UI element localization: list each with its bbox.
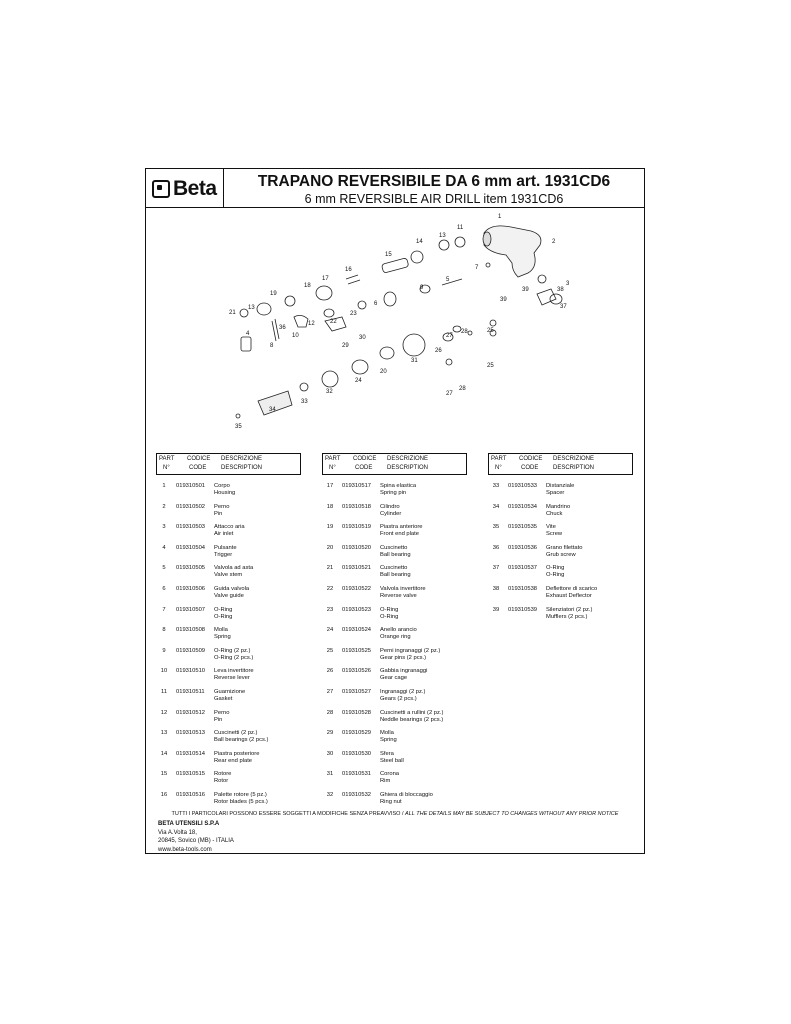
description-it: Cuscinetto: [380, 544, 408, 551]
part-number: 19: [326, 524, 334, 531]
description-en: Trigger: [214, 551, 233, 558]
table-row: [488, 504, 633, 525]
change-notice: [146, 811, 644, 817]
description-it: Silenziatori (2 pz.): [546, 606, 593, 613]
part-number: 22: [326, 585, 334, 592]
description-it: Cuscinetti a rullini (2 pz.): [380, 709, 444, 716]
exploded-view-drawing: [146, 209, 644, 455]
callout-2: 2: [552, 239, 556, 245]
header-desc-it: DESCRIZIONE: [553, 456, 595, 462]
description-en: Spring pin: [380, 490, 407, 496]
part-number: 21: [326, 565, 334, 572]
header-code-en: CODE: [355, 465, 373, 471]
part-number: 28: [326, 709, 334, 716]
parts-column-3: [488, 453, 633, 620]
table-row: [322, 545, 467, 566]
header-desc-it: DESCRIZIONE: [387, 456, 429, 462]
table-row: [156, 668, 301, 689]
header-code-it: CODICE: [187, 456, 211, 462]
callout-25a: 25: [487, 328, 494, 334]
description-it: Corpo: [214, 483, 230, 489]
description-en: Neddle bearings (2 pcs.): [380, 716, 444, 723]
part-number: 1: [162, 483, 166, 489]
part-number: 36: [492, 544, 500, 551]
callout-21: 21: [229, 310, 236, 316]
table-row: [322, 627, 467, 648]
table-row: [488, 607, 633, 628]
part-code: 019310510: [176, 668, 206, 675]
table-row: [488, 565, 633, 586]
parts-column-2: [322, 453, 467, 805]
description-it: Distanziale: [546, 483, 575, 489]
header-code-en: CODE: [189, 465, 207, 471]
description-en: Gear pins (2 pcs.): [380, 654, 427, 661]
part-number: 12: [160, 709, 168, 716]
description-it: O-Ring (2 pz.): [214, 647, 251, 654]
header-desc-en: DESCRIPTION: [553, 465, 595, 471]
parts-rows: [156, 483, 301, 813]
description-it: Cilindro: [380, 503, 400, 510]
table-row: [156, 771, 301, 792]
description-en: Steel ball: [380, 757, 404, 764]
part-number: 17: [326, 483, 334, 489]
description-it: Guida valvola: [214, 585, 250, 592]
part-code: 019310526: [342, 668, 372, 675]
description-en: Reverse lever: [214, 675, 250, 682]
callout-34: 34: [269, 407, 276, 413]
table-row: [322, 565, 467, 586]
header-part: PART: [491, 456, 507, 462]
company-name: BETA UTENSILI S.P.A: [158, 821, 220, 827]
part-number: 27: [326, 688, 334, 695]
parts-rows: [322, 483, 467, 813]
table-row: [322, 648, 467, 669]
description-it: Perno: [214, 709, 230, 716]
part-code: 019310516: [176, 791, 206, 798]
part-number: 11: [160, 688, 168, 695]
description-en: Screw: [546, 531, 563, 538]
page-title: TRAPANO REVERSIBILE DA 6 mm art. 1931CD6: [257, 173, 611, 190]
callout-16: 16: [345, 267, 352, 273]
part-code: 019310525: [342, 647, 372, 654]
callout-17: 17: [322, 276, 329, 282]
description-en: Gears (2 pcs.): [380, 695, 417, 702]
table-row: [156, 792, 301, 813]
part-code: 019310513: [176, 730, 206, 737]
part-code: 019310514: [176, 750, 206, 757]
part-code: 019310524: [342, 627, 372, 634]
table-row: [156, 627, 301, 648]
callout-14: 14: [416, 239, 423, 245]
part-code: 019310527: [342, 688, 372, 695]
callout-38: 38: [557, 287, 564, 293]
table-row: [156, 483, 301, 504]
part-number: 33: [492, 483, 500, 489]
part-number: 23: [326, 606, 334, 613]
callout-18: 18: [304, 283, 311, 289]
part-number: 35: [492, 524, 500, 531]
table-row: [322, 586, 467, 607]
part-code: 019310509: [176, 647, 206, 654]
description-it: Sfera: [380, 750, 394, 757]
table-row: [322, 710, 467, 731]
part-code: 019310529: [342, 730, 372, 737]
header-desc-it: DESCRIZIONE: [221, 456, 263, 462]
table-row: [322, 483, 467, 504]
description-it: Molla: [380, 730, 394, 737]
description-it: Gabbia ingranaggi: [380, 668, 428, 675]
part-code: 019310515: [176, 771, 206, 778]
header-code-it: CODICE: [519, 456, 543, 462]
description-en: Ball bearing: [380, 572, 411, 579]
callout-12: 12: [308, 321, 315, 327]
description-en: Spring: [214, 634, 231, 641]
description-it: Pulsante: [214, 544, 237, 551]
callout-19: 19: [270, 291, 277, 297]
part-number: 29: [326, 730, 334, 737]
header-no: N°: [163, 465, 170, 471]
part-code: 019310531: [342, 771, 372, 778]
description-en: Air inlet: [214, 531, 234, 538]
part-code: 019310504: [176, 544, 206, 551]
description-it: Palette rotore (5 pz.): [214, 791, 267, 798]
description-en: Cylinder: [380, 510, 402, 517]
callout-39b: 39: [500, 297, 507, 303]
company-address: [158, 820, 234, 854]
beta-logo: [152, 177, 217, 201]
part-number: 5: [162, 565, 166, 572]
description-en: Pin: [214, 716, 223, 723]
table-row: [156, 648, 301, 669]
table-row: [488, 545, 633, 566]
callout-27b: 27: [446, 391, 453, 397]
description-en: Grub screw: [546, 551, 576, 558]
table-row: [156, 730, 301, 751]
header-desc-en: DESCRIPTION: [387, 465, 429, 471]
part-code: 019310518: [342, 503, 372, 510]
description-en: O-Ring (2 pcs.): [214, 654, 254, 661]
beta-logo-icon: [152, 180, 170, 198]
header-no: N°: [329, 465, 336, 471]
table-row: [156, 565, 301, 586]
part-number: 18: [326, 503, 334, 510]
part-code: 019310535: [508, 524, 538, 531]
description-en: Pin: [214, 510, 223, 517]
table-row: [156, 586, 301, 607]
part-code: 019310528: [342, 709, 372, 716]
part-code: 019310534: [508, 503, 538, 510]
callout-26: 26: [435, 348, 442, 354]
description-en: Ball bearing: [380, 551, 411, 558]
part-number: 16: [160, 791, 168, 798]
description-it: Guarnizione: [214, 688, 246, 695]
description-en: Rotor: [214, 778, 229, 785]
header-part: PART: [159, 456, 175, 462]
description-en: O-Ring: [380, 613, 399, 620]
parts-sheet: [145, 168, 645, 854]
part-number: 2: [162, 503, 166, 510]
table-header: [322, 453, 467, 475]
callout-22: 22: [330, 319, 337, 325]
description-it: Mandrino: [546, 503, 571, 510]
callout-29: 29: [342, 343, 349, 349]
part-code: 019310508: [176, 627, 206, 634]
description-en: Rear end plate: [214, 757, 253, 764]
header-code-it: CODICE: [353, 456, 377, 462]
address-line-2: 20845, Sovico (MB) - ITALIA: [158, 838, 234, 844]
description-en: Housing: [214, 490, 236, 496]
callout-25b: 25: [487, 363, 494, 369]
description-it: Deflettore di scarico: [546, 585, 598, 592]
table-row: [322, 771, 467, 792]
callout-31: 31: [411, 358, 418, 364]
description-en: Reverse valve: [380, 592, 417, 599]
header-code-en: CODE: [521, 465, 539, 471]
website-link[interactable]: www.beta-tools.com: [158, 846, 212, 853]
part-number: 25: [326, 647, 334, 654]
description-en: Gear cage: [380, 675, 408, 682]
description-it: O-Ring: [380, 606, 399, 613]
callout-13b: 13: [248, 305, 255, 311]
description-en: Mufflers (2 pcs.): [546, 613, 588, 620]
description-it: Spina elastica: [380, 483, 417, 489]
header-rule: [146, 207, 644, 208]
table-row: [488, 483, 633, 504]
parts-column-1: [156, 453, 301, 805]
description-it: Grano filettato: [546, 544, 583, 551]
part-code: 019310501: [176, 483, 206, 489]
callout-20: 20: [380, 369, 387, 375]
description-it: O-Ring: [546, 565, 565, 572]
part-code: 019310512: [176, 709, 206, 716]
part-code: 019310502: [176, 503, 206, 510]
part-number: 10: [160, 668, 168, 675]
table-row: [322, 668, 467, 689]
description-it: Piastra posteriore: [214, 750, 260, 757]
part-number: 20: [326, 544, 334, 551]
callout-33: 33: [301, 399, 308, 405]
part-number: 9: [162, 647, 166, 654]
description-en: Front end plate: [380, 531, 419, 538]
logo-text: Beta: [173, 177, 217, 200]
part-number: 15: [160, 771, 168, 778]
table-row: [322, 751, 467, 772]
callout-1: 1: [498, 214, 502, 220]
part-code: 019310517: [342, 483, 372, 489]
callout-27a: 27: [446, 333, 453, 339]
header-desc-en: DESCRIPTION: [221, 465, 263, 471]
part-number: 8: [162, 627, 166, 634]
description-it: Attacco aria: [214, 524, 245, 531]
part-number: 38: [492, 585, 500, 592]
table-row: [488, 586, 633, 607]
parts-rows: [488, 483, 633, 627]
callout-36: 36: [279, 325, 286, 331]
callout-15: 15: [385, 252, 392, 258]
description-it: Cuscinetti (2 pz.): [214, 730, 258, 737]
callout-8: 8: [270, 343, 274, 349]
callout-28b: 28: [459, 386, 466, 392]
description-it: Valvola invertitore: [380, 585, 426, 592]
part-code: 019310532: [342, 791, 372, 798]
part-code: 019310536: [508, 544, 538, 551]
part-number: 39: [492, 606, 500, 613]
callout-10: 10: [292, 333, 299, 339]
callout-11: 11: [457, 225, 464, 231]
description-it: O-Ring: [214, 606, 233, 613]
callout-3: 3: [566, 281, 570, 287]
description-en: O-Ring: [214, 613, 233, 620]
description-it: Molla: [214, 627, 228, 634]
notice-it: TUTTI I PARTICOLARI POSSONO ESSERE SOGGETTI A MODIFICHE SENZA PREAVVISO /: [171, 811, 404, 817]
part-code: 019310519: [342, 524, 372, 531]
description-it: Ingranaggi (2 pz.): [380, 688, 426, 695]
description-en: Valve guide: [214, 592, 244, 599]
part-number: 4: [162, 544, 166, 551]
callout-5: 5: [446, 277, 450, 283]
part-number: 13: [160, 730, 168, 737]
callout-24: 24: [355, 378, 362, 384]
part-number: 3: [162, 524, 166, 531]
table-header: [488, 453, 633, 475]
description-it: Rotore: [214, 771, 232, 778]
part-number: 6: [162, 585, 166, 592]
description-it: Vite: [546, 524, 556, 531]
table-row: [156, 689, 301, 710]
description-it: Ghiera di bloccaggio: [380, 791, 433, 798]
part-code: 019310521: [342, 565, 372, 572]
description-en: Spring: [380, 737, 397, 744]
table-row: [156, 524, 301, 545]
header-part: PART: [325, 456, 341, 462]
description-it: Corona: [380, 771, 400, 778]
callout-13a: 13: [439, 233, 446, 239]
part-code: 019310530: [342, 750, 372, 757]
callout-30: 30: [359, 335, 366, 341]
description-en: Exhaust Deflector: [546, 592, 592, 599]
table-row: [322, 607, 467, 628]
table-row: [156, 504, 301, 525]
part-code: 019310505: [176, 565, 206, 572]
table-row: [156, 710, 301, 731]
part-number: 24: [326, 627, 334, 634]
description-en: O-Ring: [546, 572, 565, 579]
description-it: Anello arancio: [380, 627, 417, 634]
callout-37: 37: [560, 304, 567, 310]
table-row: [488, 524, 633, 545]
description-en: Rotor blades (5 pcs.): [214, 798, 268, 805]
table-row: [322, 689, 467, 710]
table-row: [322, 504, 467, 525]
table-row: [156, 751, 301, 772]
part-number: 14: [160, 750, 168, 757]
callout-39a: 39: [522, 287, 529, 293]
description-en: Ring nut: [380, 798, 402, 805]
part-code: 019310537: [508, 565, 538, 572]
part-number: 34: [492, 503, 500, 510]
description-it: Leva invertitore: [214, 668, 254, 675]
part-code: 019310539: [508, 606, 538, 613]
description-en: Rim: [380, 778, 391, 785]
page-subtitle: 6 mm REVERSIBLE AIR DRILL item 1931CD6: [304, 192, 564, 206]
description-en: Valve stem: [214, 572, 243, 579]
table-row: [322, 792, 467, 813]
part-code: 019310520: [342, 544, 372, 551]
table-row: [156, 607, 301, 628]
address-line-1: Via A.Volta 18,: [158, 829, 197, 836]
notice-en: ALL THE DETAILS MAY BE SUBJECT TO CHANGES WITHOUT ANY PRIOR NOTICE: [405, 811, 619, 817]
description-it: Perni ingranaggi (2 pz.): [380, 647, 441, 654]
part-number: 32: [326, 791, 334, 798]
part-number: 7: [162, 606, 166, 613]
description-en: Spacer: [546, 490, 565, 496]
description-en: Gasket: [214, 695, 233, 702]
table-row: [156, 545, 301, 566]
description-en: Ball bearings (2 pcs.): [214, 737, 269, 744]
header-no: N°: [495, 465, 502, 471]
part-code: 019310522: [342, 585, 372, 592]
part-code: 019310511: [176, 688, 205, 695]
callout-4: 4: [246, 331, 250, 337]
description-it: Cuscinetto: [380, 565, 408, 572]
part-code: 019310523: [342, 606, 372, 613]
part-code: 019310538: [508, 585, 538, 592]
part-code: 019310507: [176, 606, 206, 613]
table-row: [322, 730, 467, 751]
description-en: Orange ring: [380, 634, 411, 641]
description-it: Perno: [214, 503, 230, 510]
callout-32: 32: [326, 389, 333, 395]
part-code: 019310503: [176, 524, 206, 531]
description-en: Chuck: [546, 510, 563, 517]
part-number: 31: [326, 771, 334, 778]
callout-28a: 28: [461, 329, 468, 335]
part-code: 019310533: [508, 483, 538, 489]
callout-6: 6: [374, 301, 378, 307]
table-header: [156, 453, 301, 475]
part-number: 30: [326, 750, 334, 757]
description-it: Piastra anteriore: [380, 524, 423, 531]
table-row: [322, 524, 467, 545]
callout-35: 35: [235, 424, 242, 430]
callout-23: 23: [350, 311, 357, 317]
part-number: 37: [492, 565, 500, 572]
description-it: Valvola ad asta: [214, 565, 254, 572]
part-number: 26: [326, 668, 334, 675]
callout-7: 7: [475, 265, 479, 271]
part-code: 019310506: [176, 585, 206, 592]
callout-9: 9: [420, 285, 424, 291]
